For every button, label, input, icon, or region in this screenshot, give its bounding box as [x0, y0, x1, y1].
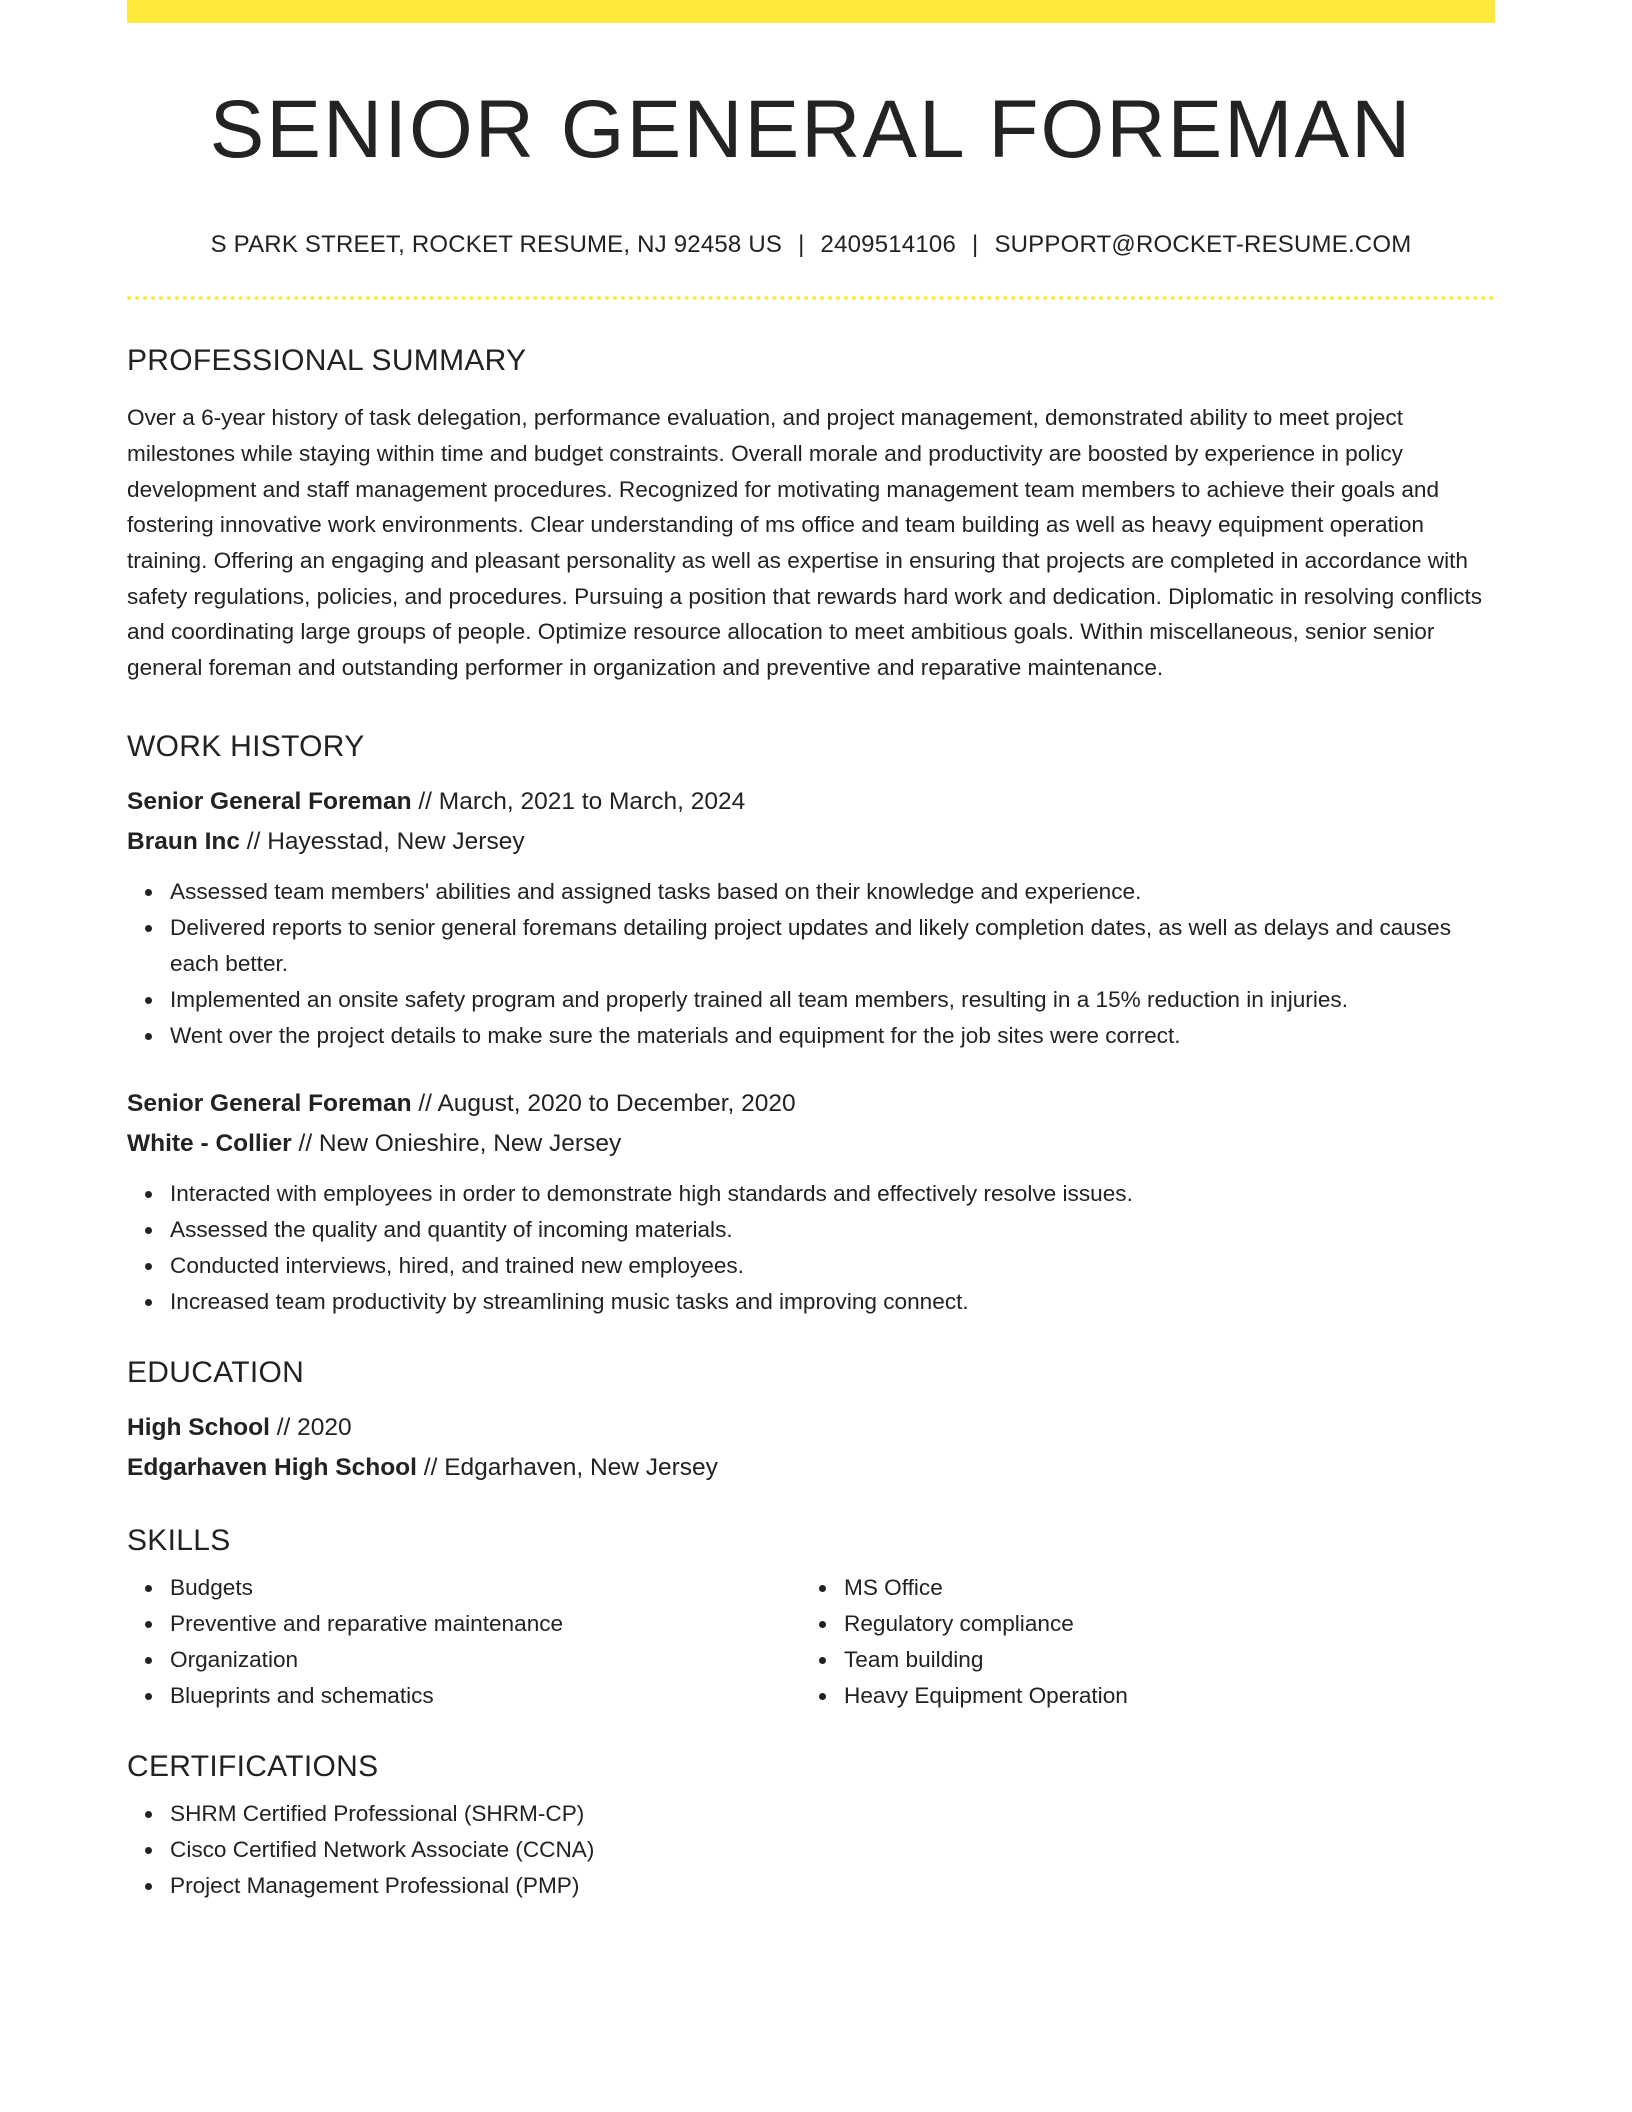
accent-top-bar: [127, 0, 1495, 23]
summary-heading: PROFESSIONAL SUMMARY: [127, 344, 527, 378]
certifications-list: [127, 1796, 1495, 1904]
job-company: Braun Inc: [127, 827, 240, 855]
education-school: Edgarhaven High School: [127, 1453, 417, 1481]
education-heading: EDUCATION: [127, 1355, 305, 1389]
skill-item: Preventive and reparative maintenance: [127, 1606, 801, 1642]
skills-left-column: [127, 1570, 801, 1714]
education-entry: [127, 1408, 1495, 1488]
skills-right-column: [801, 1570, 1475, 1714]
skill-item: MS Office: [801, 1570, 1475, 1606]
job-title-line: [127, 782, 1495, 822]
job-location: // Hayesstad, New Jersey: [240, 827, 525, 855]
skill-item: Organization: [127, 1642, 801, 1678]
job-entry: [127, 1084, 1495, 1320]
job-bullet: Assessed the quality and quantity of incoming materials.: [127, 1212, 1495, 1248]
job-bullet: Increased team productivity by streamlining music tasks and improving connect.: [127, 1284, 1495, 1320]
candidate-name: SENIOR GENERAL FOREMAN: [209, 84, 1413, 175]
job-title-line: [127, 1084, 1495, 1124]
skill-item: Budgets: [127, 1570, 801, 1606]
job-bullet: Assessed team members' abilities and assigned tasks based on their knowledge and experience.: [127, 874, 1495, 910]
job-company: White - Collier: [127, 1129, 292, 1157]
contact-phone: 2409514106: [820, 231, 956, 259]
certifications-heading: CERTIFICATIONS: [127, 1749, 379, 1783]
job-bullet: Conducted interviews, hired, and trained new employees.: [127, 1248, 1495, 1284]
skills-heading: SKILLS: [127, 1523, 231, 1557]
work-history-heading: WORK HISTORY: [127, 729, 365, 763]
certification-item: Cisco Certified Network Associate (CCNA): [127, 1832, 1495, 1868]
skill-item: Blueprints and schematics: [127, 1678, 801, 1714]
resume-column: [127, 0, 1495, 1904]
job-company-line: [127, 1124, 1495, 1164]
contact-separator: |: [972, 231, 979, 259]
job-role: Senior General Foreman: [127, 1089, 412, 1117]
education-school-line: [127, 1448, 1495, 1488]
job-location: // New Onieshire, New Jersey: [291, 1129, 622, 1157]
contact-separator: |: [798, 231, 805, 259]
contact-line: [127, 231, 1495, 260]
certification-item: Project Management Professional (PMP): [127, 1868, 1495, 1904]
job-bullet: Implemented an onsite safety program and properly trained all team members, resulting in a 15% reduction in injuries.: [127, 982, 1495, 1018]
job-bullet: Delivered reports to senior general foremans detailing project updates and likely completion dates, as well as delays and causes each better.: [127, 910, 1495, 982]
contact-email: SUPPORT@ROCKET-RESUME.COM: [994, 231, 1412, 259]
skill-item: Heavy Equipment Operation: [801, 1678, 1475, 1714]
job-bullets: [127, 874, 1495, 1054]
summary-text: Over a 6-year history of task delegation, performance evaluation, and project management, demonstrated ability to meet project milestones while staying within time and budget constraints. Overall morale and productivity are boosted by experience in policy development and staff management procedures. Recognized for motivating management team members to achieve their goals and fostering innovative work environments. Clear understanding of ms office and team building as well as heavy equipment operation training. Offering an engaging and pleasant personality as well as expertise in ensuring that projects are completed in accordance with safety regulations, policies, and procedures. Pursuing a position that rewards hard work and dedication. Diplomatic in resolving conflicts and coordinating large groups of people. Optimize resource allocation to meet ambitious goals. Within miscellaneous, senior senior general foreman and outstanding performer in organization and preventive and reparative maintenance.: [127, 405, 1483, 681]
job-role: Senior General Foreman: [127, 787, 412, 815]
job-dates: // March, 2021 to March, 2024: [411, 787, 746, 815]
skills-grid: [127, 1570, 1495, 1714]
education-location: // Edgarhaven, New Jersey: [416, 1453, 718, 1481]
contact-address: S PARK STREET, ROCKET RESUME, NJ 92458 US: [210, 231, 783, 259]
job-bullets: [127, 1176, 1495, 1320]
job-company-line: [127, 822, 1495, 862]
dotted-divider: [127, 296, 1495, 300]
job-entry: [127, 782, 1495, 1054]
skill-item: Team building: [801, 1642, 1475, 1678]
skill-item: Regulatory compliance: [801, 1606, 1475, 1642]
certification-item: SHRM Certified Professional (SHRM-CP): [127, 1796, 1495, 1832]
education-degree: High School: [127, 1413, 270, 1441]
job-bullet: Went over the project details to make sure the materials and equipment for the job sites were correct.: [127, 1018, 1495, 1054]
job-bullet: Interacted with employees in order to demonstrate high standards and effectively resolve issues.: [127, 1176, 1495, 1212]
education-degree-line: [127, 1408, 1495, 1448]
job-dates: // August, 2020 to December, 2020: [411, 1089, 796, 1117]
education-year: // 2020: [269, 1413, 352, 1441]
